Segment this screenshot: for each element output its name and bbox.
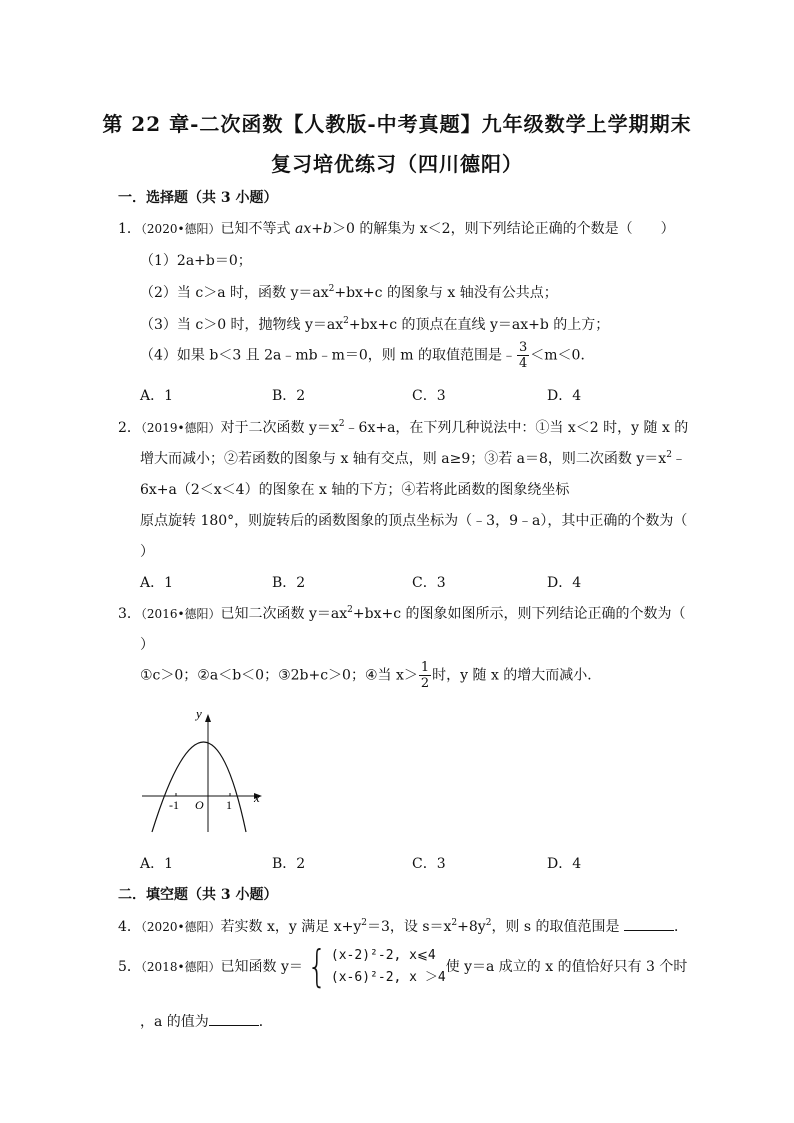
question-1-statement-1: （1）2a+b＝0；: [140, 253, 252, 269]
question-2-line-5: ）: [140, 544, 154, 560]
title-line-2: 复习培优练习（四川德阳）: [271, 152, 523, 176]
question-number: 5．: [118, 959, 141, 975]
question-2-line-2: 增大而减小；②若函数的图象与 x 轴有交点，则 a≥9；③若 a＝8，则二次函数 $y=x^2﹣$: [140, 450, 686, 467]
y-axis-arrow: [205, 714, 211, 722]
question-1-statement-4: （4）如果 b＜3 且 2a﹣mb﹣m＝0，则 m 的取值范围是﹣ $\frac{3}{4}$ ＜m＜0．: [140, 340, 595, 371]
answer-blank[interactable]: [624, 918, 674, 931]
question-3-conditions: ①c＞0；②a＜b＜0；③2b+c＞0；④当 x＞ $\frac{1}{2}$ 时，y 随 x 的增大而减小．: [140, 660, 602, 691]
section-heading-fill: 二．填空题（共 3 小题）: [118, 887, 278, 903]
option-c[interactable]: C．3: [412, 856, 446, 872]
x-axis-label: x: [254, 790, 260, 805]
question-number: 3．: [118, 606, 141, 622]
question-5-line-2: ，a 的值为 ．: [140, 1014, 273, 1030]
tick-neg-label: -1: [169, 798, 179, 812]
question-number: 1．: [118, 221, 141, 237]
option-b[interactable]: B．2: [272, 575, 306, 591]
question-4: 4．（2020•德阳）若实数 x，y 满足 $x+y^2=3$，设 $s=x^2+8y^2$，则 s 的取值范围是 ．: [118, 918, 688, 935]
brace: {: [307, 941, 327, 992]
option-a[interactable]: A．1: [140, 575, 174, 591]
question-source: （2020•德阳）: [140, 920, 221, 934]
question-source: （2020•德阳）: [140, 222, 221, 236]
option-b[interactable]: B．2: [272, 388, 306, 404]
option-c[interactable]: C．3: [412, 388, 446, 404]
question-5-line-1: 5．（2018•德阳）已知函数 y＝{ (x-2)²-2, x⩽4 (x-6)²-2, x ＞4 使 y＝a 成立的 x 的值恰好只有 3 个时: [118, 941, 688, 992]
question-2-line-4: 原点旋转 180°，则旋转后的函数图象的顶点坐标为（﹣3，9﹣a），其中正确的个数为（: [140, 513, 688, 529]
title-line-1: 第 22 章-二次函数【人教版-中考真题】九年级数学上学期期末: [102, 112, 692, 136]
question-number: 2．: [118, 420, 141, 436]
tick-pos-label: 1: [226, 798, 232, 812]
option-c[interactable]: C．3: [412, 575, 446, 591]
option-d[interactable]: D．4: [547, 388, 582, 404]
question-1-stem: 1．（2020•德阳）已知不等式 ax+b＞0 的解集为 x＜2，则下列结论正确的个数是（ ）: [118, 221, 675, 237]
parabola-curve: [152, 742, 246, 832]
option-b[interactable]: B．2: [272, 856, 306, 872]
question-source: （2018•德阳）: [140, 960, 221, 974]
question-number: 4．: [118, 919, 141, 935]
question-source: （2019•德阳）: [140, 421, 221, 435]
option-d[interactable]: D．4: [547, 575, 582, 591]
question-2-line-1: 2．（2019•德阳）对于二次函数 $y=x^2﹣6x+a$，在下列几种说法中：①当 x＜2 时，y 随 x 的: [118, 419, 689, 436]
option-d[interactable]: D．4: [547, 856, 582, 872]
question-source: （2016•德阳）: [140, 607, 221, 621]
fraction: $\frac{3}{4}$: [518, 340, 528, 371]
section-heading-choice: 一．选择题（共 3 小题）: [118, 190, 278, 206]
question-3-line-2: ）: [140, 637, 154, 653]
question-3-line-1: 3．（2016•德阳）已知二次函数 $y=ax^2+bx+c$ 的图象如图所示，则下列结论正确的个数为（: [118, 605, 686, 622]
origin-label: O: [195, 798, 204, 812]
question-1-statement-2: （2）当 c＞a 时，函数 $y=ax^2+bx+c$ 的图象与 x 轴没有公共点；: [140, 284, 558, 301]
option-a[interactable]: A．1: [140, 856, 174, 872]
parabola-graph: [138, 706, 268, 836]
fraction: $\frac{1}{2}$: [420, 660, 430, 691]
y-axis-label: y: [196, 706, 202, 721]
question-2-line-3: 6x+a（2＜x＜4）的图象在 x 轴的下方；④若将此函数的图象绕坐标: [140, 482, 570, 498]
option-a[interactable]: A．1: [140, 388, 174, 404]
piecewise-definition: (x-2)²-2, x⩽4 (x-6)²-2, x ＞4: [330, 948, 446, 985]
answer-blank[interactable]: [209, 1013, 259, 1026]
question-1-statement-3: （3）当 c＞0 时，抛物线 $y=ax^2+bx+c$ 的顶点在直线 y＝ax+b 的上方；: [140, 316, 610, 333]
